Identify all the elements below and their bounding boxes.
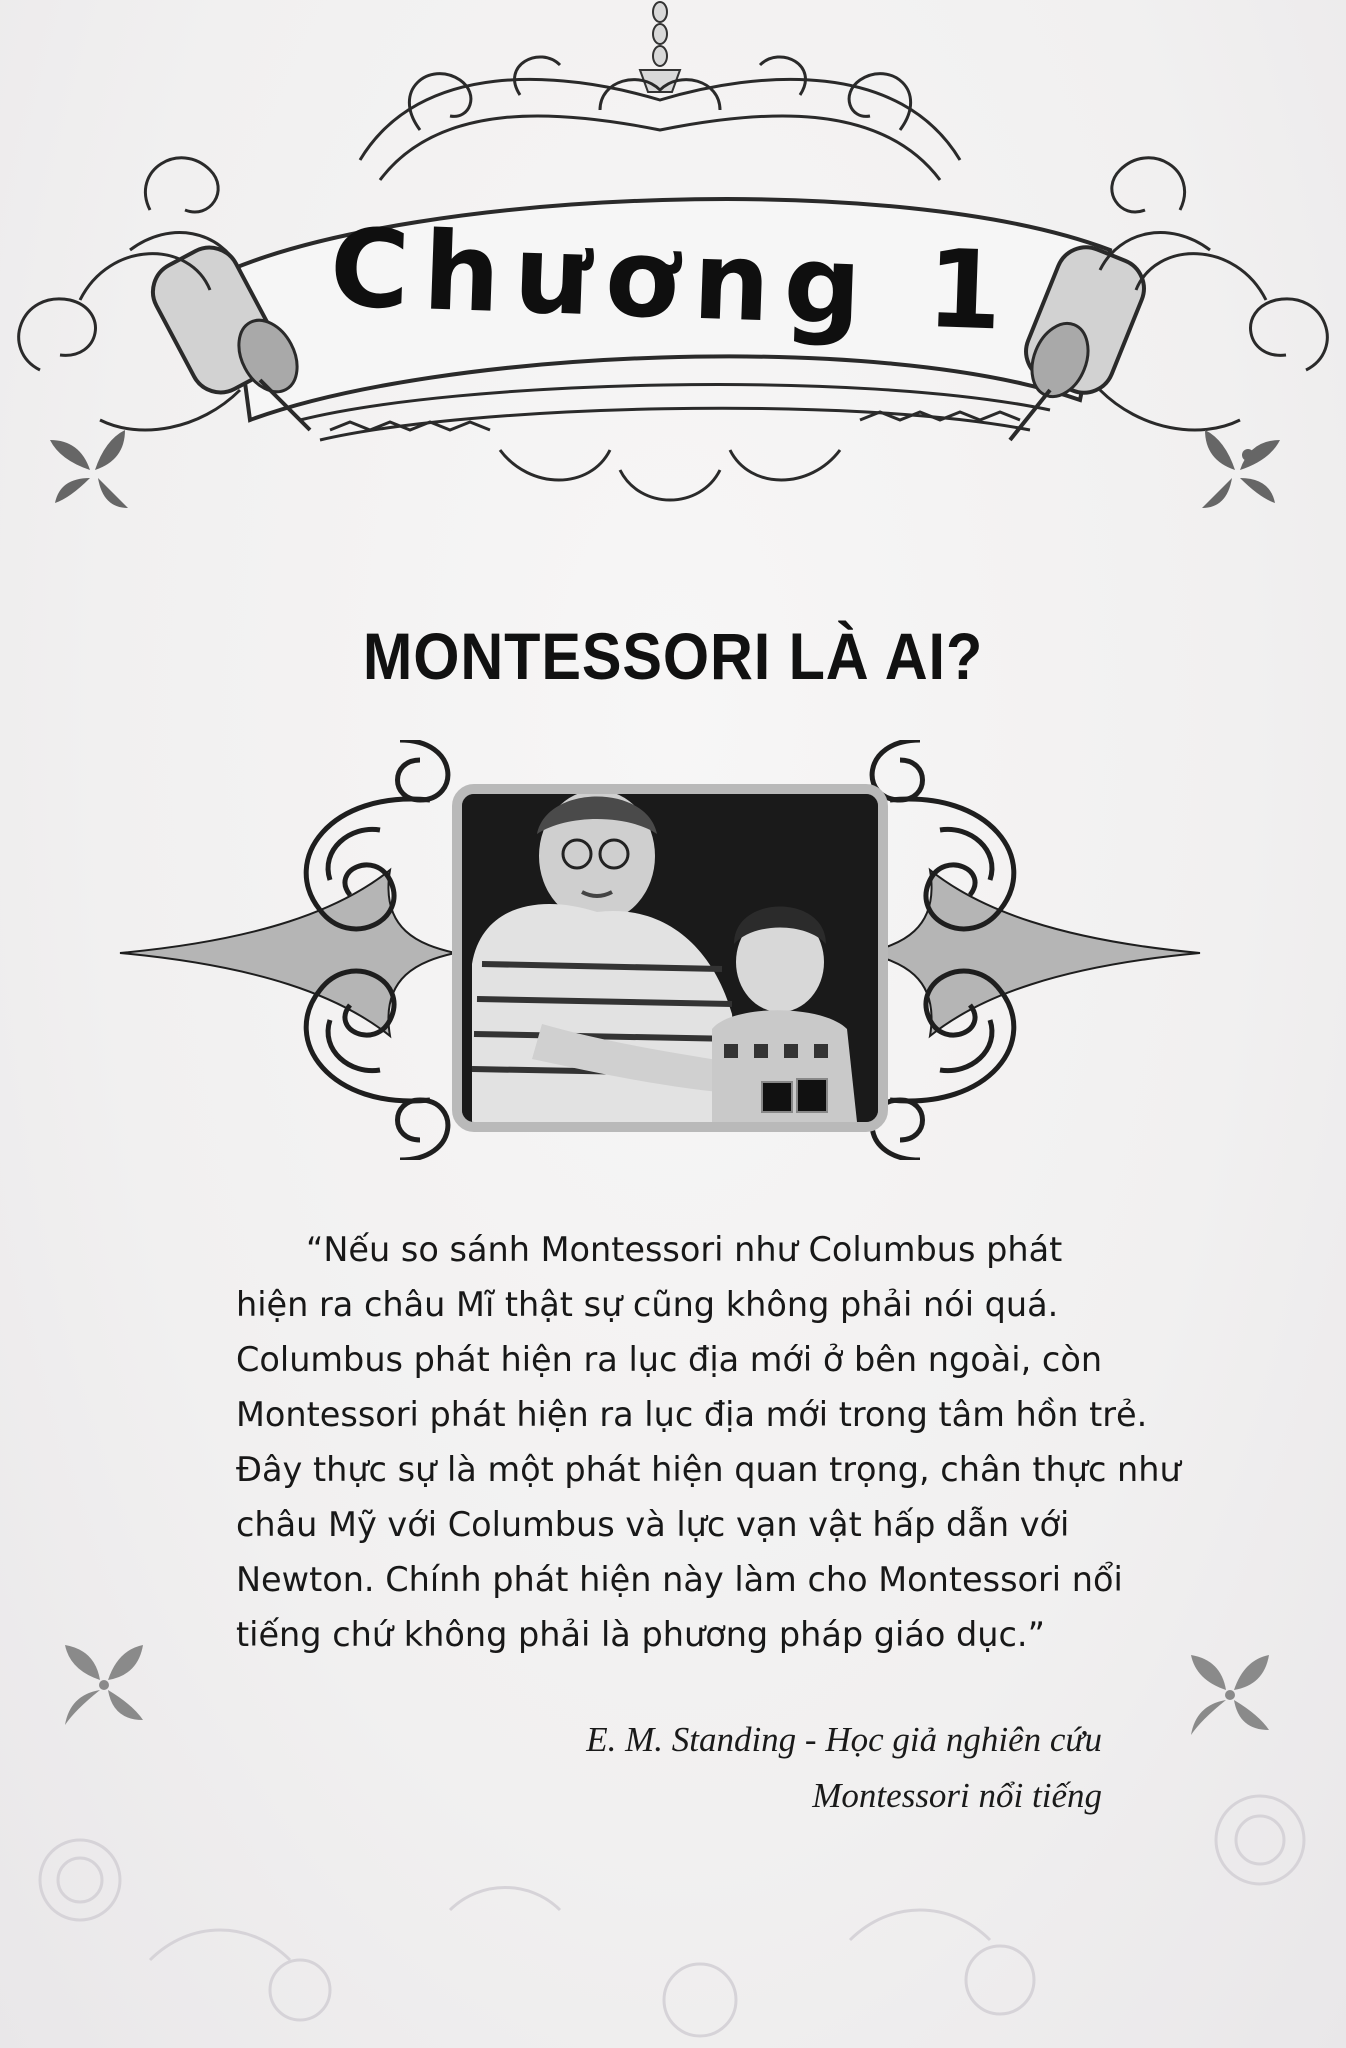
attribution-line: E. M. Standing - Học giả nghiên cứu [586, 1720, 1102, 1759]
quote-block [236, 1222, 1181, 1662]
quote-line: “Nếu so sánh Montessori như Columbus phát [306, 1230, 1063, 1269]
quote-line: châu Mỹ với Columbus và lực vạn vật hấp dẫn với [236, 1505, 1070, 1544]
leaf-sprig-right [1202, 430, 1280, 508]
mother-child-photo-icon [462, 794, 878, 1122]
chapter-title: Chương 1 [327, 206, 1019, 355]
quote-line: Columbus phát hiện ra lục địa mới ở bên ngoài, còn [236, 1340, 1103, 1379]
quote-line: Newton. Chính phát hiện này làm cho Montessori nổi [236, 1560, 1123, 1599]
leaf-ornament-left-icon [60, 1640, 150, 1730]
quote-line: Montessori phát hiện ra lục địa mới trong tâm hồn trẻ. [236, 1395, 1148, 1434]
attribution-line: Montessori nổi tiếng [812, 1776, 1102, 1815]
quote-line: tiếng chứ không phải là phương pháp giáo dục.” [236, 1615, 1045, 1654]
photo [452, 784, 888, 1132]
chain-ornament [640, 2, 680, 92]
leaf-ornament-right-icon [1186, 1650, 1276, 1740]
floral-background-pattern [0, 1760, 1346, 2048]
leaf-sprig-left [50, 430, 128, 508]
section-title: MONTESSORI LÀ AI? [362, 619, 984, 693]
quote-line: Đây thực sự là một phát hiện quan trọng, chân thực như [236, 1450, 1181, 1489]
quote-line: hiện ra châu Mĩ thật sự cũng không phải nói quá. [236, 1285, 1059, 1324]
